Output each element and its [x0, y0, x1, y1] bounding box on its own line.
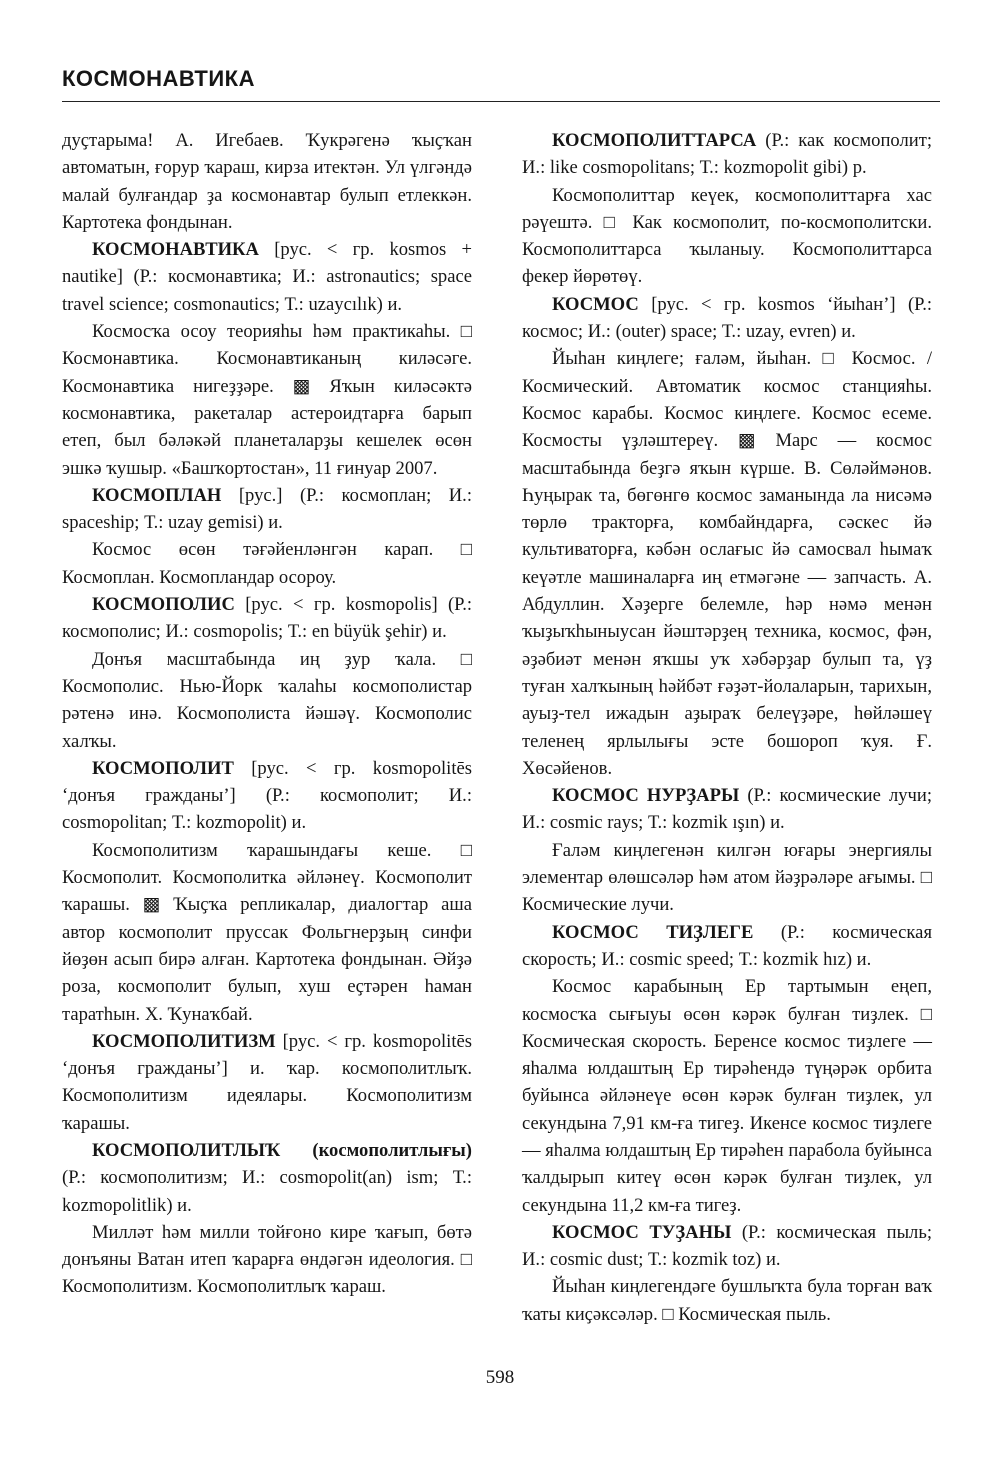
running-title: КОСМОНАВТИКА [62, 66, 255, 91]
paragraph: Космополитизм ҡарашындағы кеше. □ Космополит. Космополитка әйләнеү. Космополит ҡарашы. ▩ Ҡыҫҡа репликалар, диалогтар аша автор космополит пруссак Фольгнерҙың синфи йөҙөн асып бирә алған. Картотека фондынан. Әйҙә роза, космополит булып, хуш еҫтәрен һаман таратһын. Х. Ҡунаҡбай. [62, 839, 472, 1025]
page-number: 598 [485, 1367, 515, 1388]
header-rule [62, 101, 940, 102]
paragraph: Ғаләм киңлегенән килгән юғары энергиялы элементар өлөшсәләр һәм атом йәҙрәләре ағымы. □ Космические лучи. [522, 839, 932, 916]
entry-headword: КОСМОНАВТИКА [рус. < гр. kosmos + nautike] (Р.: космонавтика; И.: astronautics; space travel science; cosmonautics; Т.: uzaycılık) и. [62, 239, 472, 315]
paragraph: Космосҡа осоу теорияһы һәм практикаһы. □ Космонавтика. Космонавтиканың киләсәге. Космонавтика нигеҙҙәре. ▩ Яҡын киләсәктә космонавтика, ракеталар астероидтарға барып етеп, был бәләкәй планеталарҙы кешелек өсөн эшкә ҡушыр. «Башҡортостан», 11 ғинуар 2007. [62, 321, 472, 479]
paragraph: Космополиттар кеүек, космополиттарға хас рәүештә. □ Как космополит, по-космополитски. Космополиттарса ҡыланыу. Космополиттарса фекер йөрөтөү. [522, 184, 932, 288]
entry-headword: КОСМОПОЛИТИЗМ [рус. < гр. kosmopolitēs ‘донъя гражданы’] и. ҡар. космополитлыҡ. Космополитизм идеялары. Космополитизм ҡарашы. [62, 1030, 472, 1134]
paragraph: Йыһан киңлеге; ғаләм, йыһан. □ Космос. / Космический. Автоматик космос станцияһы. Космос карабы. Космос киңлеге. Космос есеме. Космосты үҙләштереү. ▩ Марс — космос масштабында беҙгә яҡын күрше. В. Сөләймәнов. Һуңырак та, бөгөнгө космос заманында ла нисәмә төрлө тракторға, комбайндарға, сәскес йә культиваторға, кәбән ослағыс йә самосвал һымаҡ кеүәтле машиналарға иң етмәгәне — запчасть. А. Абдуллин. Хәҙерге белемле, һәр нәмә менән ҡыҙыҡһыныусан йәштәрҙең техника, космос, фән, әҙәбиәт менән яҡшы уҡ хәбәрҙар булып та, үҙ туған халҡының һәйбәт ғәҙәт-йолаларын, тарихын, ауыҙ-тел ижадын аҙыраҡ белеүҙәре, һөйләшеү теленең ярлылығы эсте бошороп ҡуя. Ғ. Хөсәйенов. [522, 348, 932, 779]
paragraph: Космос өсөн тәғәйенләнгән карап. □ Космоплан. Космопландар осороу. [62, 539, 472, 588]
paragraph: Милләт һәм милли тойғоно кире ҡағып, бөтә донъяны Ватан итеп ҡарарға өндәгән идеология. □ Космополитизм. Космополитлыҡ ҡараш. [62, 1221, 472, 1298]
right-column [522, 127, 932, 1328]
paragraph: Донъя масштабында иң ҙур ҡала. □ Космополис. Нью-Йорк ҡалаһы космополистар рәтенә инә. Космополиста йәшәү. Космополис халҡы. [62, 648, 472, 752]
entry-headword: КОСМОПОЛИТЛЫҠ (космополитлығы) (Р.: космополитизм; И.: cosmopolit(an) ism; Т.: kozmopolitlik) и. [62, 1139, 472, 1216]
entry-headword: КОСМОПЛАН [рус.] (Р.: космоплан; И.: spaceship; Т.: uzay gemisi) и. [62, 484, 472, 534]
paragraph: дуҫтарыма! А. Игебаев. Ҡукрәгенә ҡыҫҡан автоматын, ғорур ҡараш, кирза итектән. Ул үлгәндә малай булғандар ҙа космонавтар булып етлеккән. Картотека фондынан. [62, 130, 472, 233]
entry-headword: КОСМОПОЛИТТАРСА (Р.: как космополит; И.: like cosmopolitans; Т.: kozmopolit gibi) р. [522, 130, 933, 179]
entry-headword: КОСМОПОЛИТ [рус. < гр. kosmopolitēs ‘донъя гражданы’] (Р.: космополит; И.: cosmopolitan; Т.: kozmopolit) и. [62, 757, 472, 834]
entry-headword: КОСМОС НУРҘАРЫ (Р.: космические лучи; И.: cosmic rays; Т.: kozmik ışın) и. [522, 785, 932, 834]
entry-headword: КОСМОС [рус. < гр. kosmos ‘йыһан’] (Р.: космос; И.: (outer) space; Т.: uzay, evren) и. [522, 293, 933, 343]
paragraph: Космос карабының Ер тартымын еңеп, космосҡа сығыуы өсөн кәрәк булған тиҙлек. □ Космическая скорость. Беренсе космос тиҙлеге — яһалма юлдаштың Ер тирәһендә түңәрәк орбита буйынса әйләнеүе өсөн кәрәк булған тиҙлек, ул секундына 7,91 км-ға тигеҙ. Икенсе космос тиҙлеге — яһалма юлдаштың Ер тирәһен парабола буйынса ҡалдырып китеү өсөн кәрәк булған тиҙлек, ул секундына 11,2 км-ға тигеҙ. [522, 976, 932, 1216]
left-column [62, 127, 472, 1301]
entry-headword: КОСМОС ТУҘАНЫ (Р.: космическая пыль; И.: cosmic dust; Т.: kozmik toz) и. [522, 1221, 932, 1271]
entry-headword: КОСМОПОЛИС [рус. < гр. kosmopolis] (Р.: космополис; И.: cosmopolis; Т.: en büyük şehir) и. [62, 594, 473, 643]
entry-headword: КОСМОС ТИҘЛЕГЕ (Р.: космическая скорость; И.: cosmic speed; Т.: kozmik hız) и. [522, 921, 932, 970]
paragraph: Йыһан киңлегендәге бушлыҡта була торған ваҡ ҡаты киҫәксәләр. □ Космическая пыль. [522, 1276, 932, 1325]
